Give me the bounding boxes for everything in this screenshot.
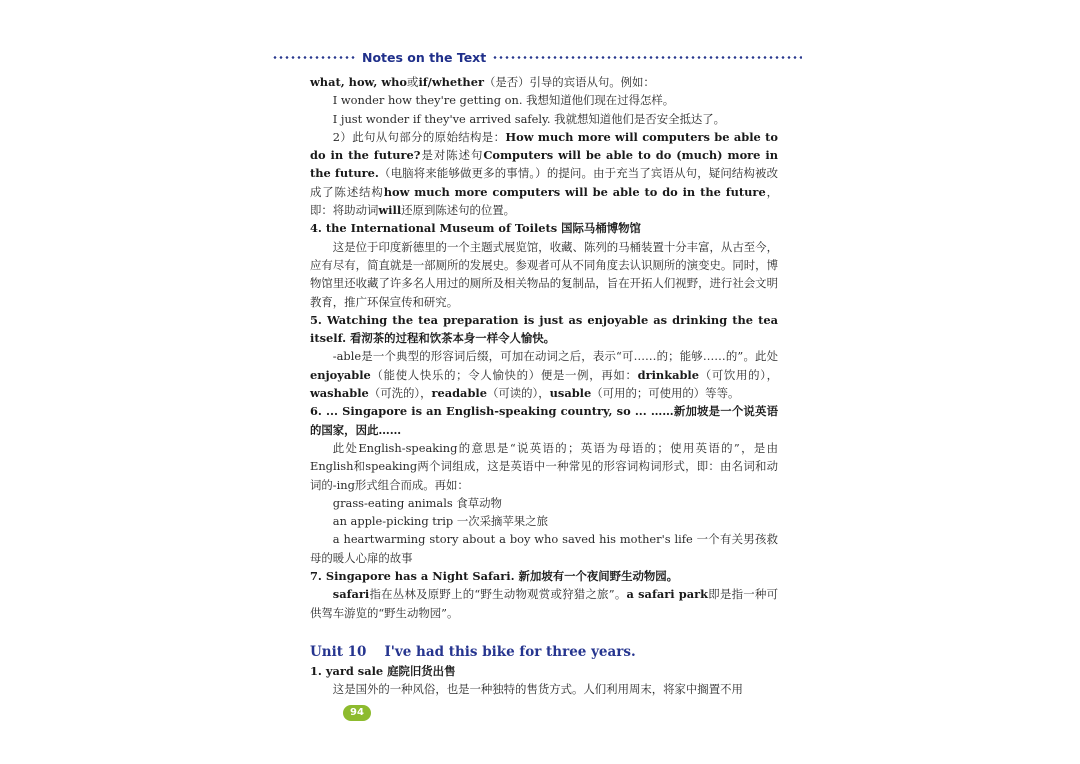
unit-heading [310,642,778,662]
header-dots-left [272,56,356,59]
term: enjoyable [310,367,371,382]
text: ，即：将助动词 [310,184,778,218]
text: （可用的；可使用的）等等。 [591,386,740,401]
text: （能使人快乐的；令人愉快的）便是一例，再如： [370,367,638,382]
note-5-heading: 5. Watching the tea preparation is just as enjoyable as drinking the tea itself. 看沏茶的过程和饮茶本身一样令人愉快。 [310,312,778,346]
text: （可洗的）， [368,386,432,401]
note-6-heading: 6. ... Singapore is an English-speaking country, so ... ……新加坡是一个说英语的国家，因此…… [310,404,778,437]
note-7-text [310,585,778,622]
term: if/whether [418,75,484,89]
example-2: I just wonder if they've arrived safely. 我就想知道他们是否安全抵达了。 [332,111,726,126]
page-number: 94 [343,705,371,721]
paragraph [310,73,778,91]
term: a safari park [626,587,709,602]
unit-title: I've had this bike for three years. [384,643,636,660]
note-4-heading: 4. the International Museum of Toilets 国际马桶博物馆 [310,221,641,236]
paragraph [310,128,778,219]
example: a heartwarming story about a boy who saved his mother's life 一个有关男孩救母的暖人心扉的故事 [310,532,778,565]
text: -able是一个典型的形容词后缀，可加在动词之后，表示“可……的；能够……的”。此处 [332,349,778,364]
page-body [310,73,778,699]
unit-note-1-text: 这是国外的一种风俗，也是一种独特的售货方式。人们利用周末，将家中搁置不用 [332,682,743,697]
term: washable [310,386,369,401]
text: （可读的）， [486,386,550,401]
text: 即是指一种可供驾车游览的“野生动物园”。 [310,587,778,620]
term: what, how, who [310,75,408,89]
term: how much more computers will be able to do in the future [383,184,766,199]
term: will [378,203,402,218]
text: 或 [407,75,419,89]
text: （可饮用的）， [699,367,778,382]
term: usable [549,386,592,401]
section-header [272,48,802,66]
example: grass-eating animals 食草动物 [332,495,502,510]
unit-label: Unit 10 [310,643,367,660]
note-7-heading: 7. Singapore has a Night Safari. 新加坡有一个夜间野生动物园。 [310,569,679,584]
text: 指在丛林及原野上的“野生动物观赏或狩猎之旅”。 [369,587,627,602]
text: （电脑将来能够做更多的事情。）的提问。由于充当了宾语从句，疑问结构被改成了陈述结构 [310,166,778,199]
term: How much more will computers be able to do in the future? [310,129,779,163]
text: 是对陈述句 [420,148,484,163]
note-6-text: 此处English-speaking的意思是“说英语的；英语为母语的；使用英语的”，是由English和speaking两个词组成，这是英语中一种常见的形容词构词形式，即：由名词和动词的-ing形式组合而成。再如： [310,440,778,492]
header-dots-right [492,56,802,59]
unit-note-1-heading: 1. yard sale 庭院旧货出售 [310,663,456,678]
text: （是否）引导的宾语从句。例如： [483,75,655,89]
example: an apple-picking trip 一次采摘苹果之旅 [332,514,548,529]
note-4-text: 这是位于印度新德里的一个主题式展览馆，收藏、陈列的马桶装置十分丰富，从古至今，应有尽有，简直就是一部厕所的发展史。参观者可从不同角度去认识厕所的演变史。同时，博物馆里还收藏了许多名人用过的厕所及相关物品的复制品，旨在开拓人们视野，进行社会文明教育，推广环保宣传和研究。 [310,239,778,309]
term: readable [431,386,487,401]
section-title: Notes on the Text [362,49,487,65]
text: 2）此句从句部分的原始结构是： [332,129,506,144]
text: 还原到陈述句的位置。 [401,203,516,218]
term: drinkable [637,367,700,382]
term: safari [332,587,370,602]
term: Computers will be able to do (much) more in the future. [310,148,778,181]
note-5-text [310,347,778,402]
example-1: I wonder how they're getting on. 我想知道他们现在过得怎样。 [332,93,675,108]
